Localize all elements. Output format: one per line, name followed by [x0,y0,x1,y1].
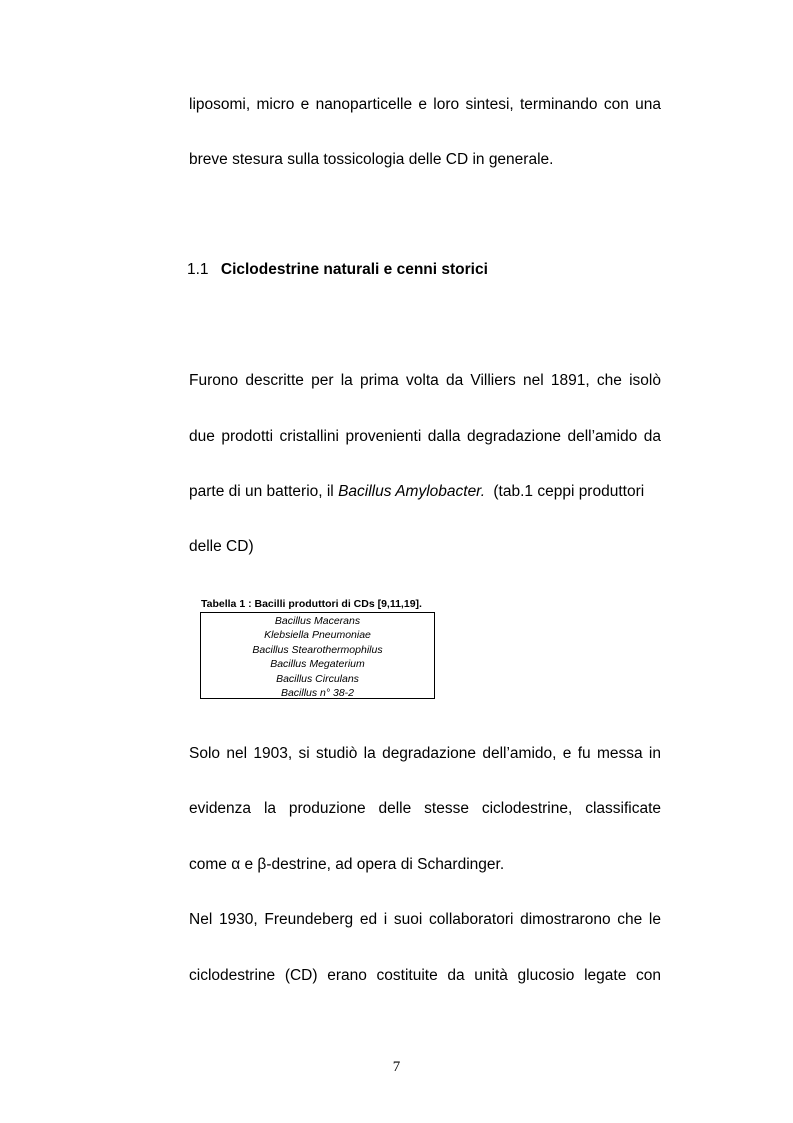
section-title: Ciclodestrine naturali e cenni storici [220,261,488,278]
species-name: Bacillus Amylobacter. [338,483,486,500]
para1-line-1: Furono descritte per la prima volta da Villiers nel 1891, che isolò [189,372,661,389]
table-row: Bacillus Megaterium [270,658,365,671]
table-caption: Tabella 1 : Bacilli produttori di CDs [9,11,19]. [201,598,422,610]
para2-line-3: come α e β-destrine, ad opera di Schardinger. [189,856,505,873]
section-heading [187,260,488,280]
table-row: Bacillus Stearothermophilus [252,643,383,656]
para2-line-2: evidenza la produzione delle stesse ciclodestrine, classificate [189,800,661,817]
table-row: Bacillus Macerans [274,615,361,627]
para2-line-1: Solo nel 1903, si studiò la degradazione dell’amido, e fu messa in [189,745,661,762]
para1-line-3-end: (tab.1 ceppi produttori [489,483,645,500]
intro-line-1: liposomi, micro e nanoparticelle e loro sintesi, terminando con una [189,96,661,113]
table-row: Bacillus Circulans [276,672,359,685]
table-row: Bacillus n° 38-2 [280,687,355,700]
table-row: Klebsiella Pneumoniae [264,629,371,642]
para1-line-3 [189,482,661,502]
para1-line-3-start: parte di un batterio, il [189,483,339,500]
para3-line-1: Nel 1930, Freundeberg ed i suoi collaboratori dimostrarono che le [189,911,661,928]
intro-line-2: breve stesura sulla tossicologia delle CD in generale. [189,151,554,168]
page-number: 7 [392,1059,401,1075]
para1-line-4: delle CD) [189,538,254,555]
bacteria-table [200,612,435,699]
para3-line-2: ciclodestrine (CD) erano costituite da unità glucosio legate con [189,967,661,984]
section-number: 1.1 [187,261,209,278]
para1-line-2: due prodotti cristallini provenienti dalla degradazione dell’amido da [189,428,661,445]
